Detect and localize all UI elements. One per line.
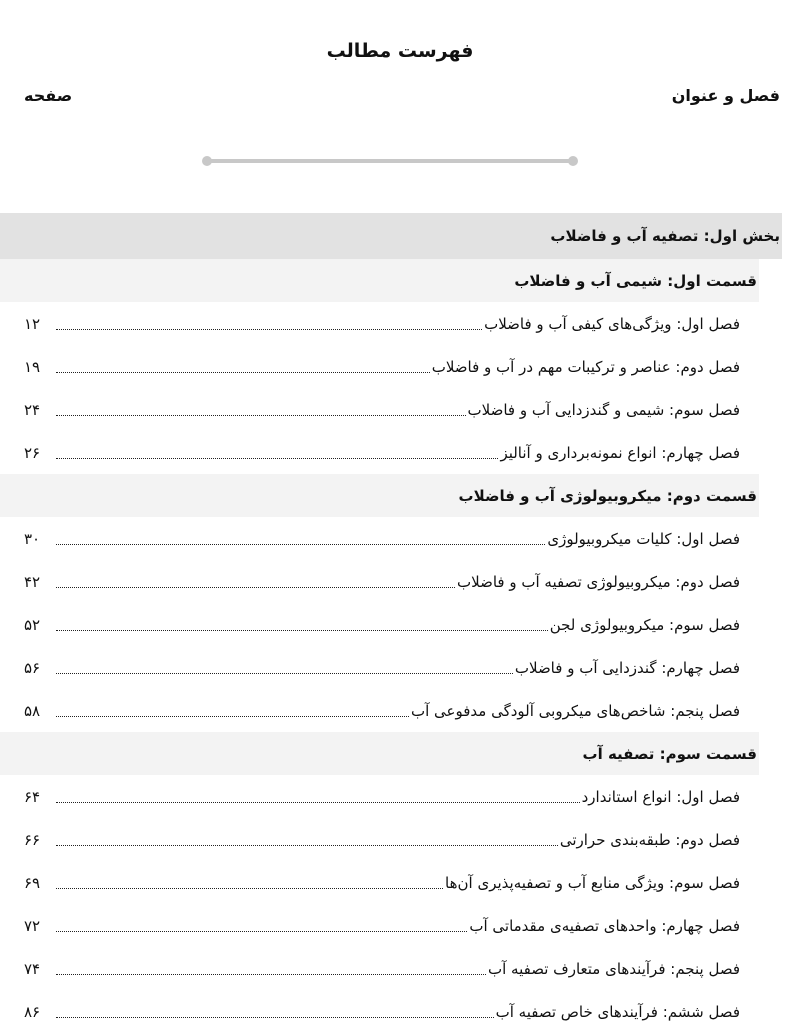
dot-leader xyxy=(56,845,558,846)
entry-title: فصل ششم: فرآیندهای خاص تصفیه آب xyxy=(495,1002,740,1021)
entry-title: فصل سوم: میکروبیولوژی لجن xyxy=(549,615,740,634)
toc-entry[interactable] xyxy=(0,603,800,646)
entry-title: فصل سوم: شیمی و گندزدایی آب و فاضلاب xyxy=(467,400,740,419)
dot-leader xyxy=(56,630,548,631)
entry-title: فصل اول: کلیات میکروبیولوژی xyxy=(547,529,740,548)
section-heading: قسمت اول: شیمی آب و فاضلاب xyxy=(0,259,759,302)
header-page: صفحه xyxy=(24,86,73,105)
section-heading: قسمت دوم: میکروبیولوژی آب و فاضلاب xyxy=(0,474,759,517)
dot-leader xyxy=(56,587,455,588)
entry-title: فصل پنجم: فرآیندهای متعارف تصفیه آب xyxy=(488,959,740,978)
dot-leader xyxy=(56,802,580,803)
entry-page: ۸۶ xyxy=(24,1002,41,1021)
table-of-contents xyxy=(0,213,800,1033)
toc-entry[interactable] xyxy=(0,947,800,990)
toc-entry[interactable] xyxy=(0,517,800,560)
header-chapter-title: فصل و عنوان xyxy=(671,86,780,105)
dot-leader xyxy=(56,544,545,545)
entry-title: فصل سوم: ویژگی منابع آب و تصفیه‌پذیری آن‌ها xyxy=(445,873,740,892)
toc-entry[interactable] xyxy=(0,904,800,947)
entry-page: ۵۲ xyxy=(24,615,41,634)
entry-title: فصل اول: انواع استاندارد xyxy=(581,787,740,806)
entry-page: ۱۲ xyxy=(24,314,41,333)
entry-title: فصل دوم: طبقه‌بندی حرارتی xyxy=(559,830,740,849)
entry-page: ۷۴ xyxy=(24,959,41,978)
entry-title: فصل چهارم: واحدهای تصفیه‌ی مقدماتی آب xyxy=(469,916,740,935)
toc-entry[interactable] xyxy=(0,302,800,345)
page-title: فهرست مطالب xyxy=(326,40,474,62)
entry-title: فصل اول: ویژگی‌های کیفی آب و فاضلاب xyxy=(484,314,740,333)
part-heading: بخش اول: تصفیه آب و فاضلاب xyxy=(0,213,782,259)
toc-entry[interactable] xyxy=(0,818,800,861)
entry-title: فصل دوم: میکروبیولوژی تصفیه آب و فاضلاب xyxy=(457,572,740,591)
entry-page: ۲۶ xyxy=(24,443,41,462)
entry-page: ۱۹ xyxy=(24,357,41,376)
toc-entry[interactable] xyxy=(0,861,800,904)
entry-title: فصل چهارم: انواع نمونه‌برداری و آنالیز xyxy=(500,443,740,462)
dot-leader xyxy=(56,888,443,889)
divider xyxy=(207,159,573,163)
entry-page: ۶۹ xyxy=(24,873,41,892)
entry-page: ۶۶ xyxy=(24,830,41,849)
toc-entry[interactable] xyxy=(0,775,800,818)
entry-page: ۲۴ xyxy=(24,400,41,419)
toc-entry[interactable] xyxy=(0,388,800,431)
entry-page: ۳۰ xyxy=(24,529,41,548)
toc-entry[interactable] xyxy=(0,431,800,474)
entry-title: فصل چهارم: گندزدایی آب و فاضلاب xyxy=(514,658,740,677)
entry-page: ۵۶ xyxy=(24,658,41,677)
toc-entry[interactable] xyxy=(0,646,800,689)
toc-entry[interactable] xyxy=(0,345,800,388)
entry-page: ۶۴ xyxy=(24,787,41,806)
entry-page: ۵۸ xyxy=(24,701,41,720)
dot-leader xyxy=(56,415,466,416)
dot-leader xyxy=(56,716,409,717)
dot-leader xyxy=(56,673,513,674)
entry-title: فصل دوم: عناصر و ترکیبات مهم در آب و فاضلاب xyxy=(431,357,740,376)
dot-leader xyxy=(56,458,498,459)
dot-leader xyxy=(56,974,486,975)
toc-entry[interactable] xyxy=(0,689,800,732)
dot-leader xyxy=(56,931,467,932)
section-heading: قسمت سوم: تصفیه آب xyxy=(0,732,759,775)
dot-leader xyxy=(56,372,430,373)
entry-title: فصل پنجم: شاخص‌های میکروبی آلودگی مدفوعی آب xyxy=(411,701,740,720)
entry-page: ۷۲ xyxy=(24,916,41,935)
entry-page: ۴۲ xyxy=(24,572,41,591)
dot-leader xyxy=(56,329,482,330)
toc-entry[interactable] xyxy=(0,560,800,603)
dot-leader xyxy=(56,1017,494,1018)
toc-entry[interactable] xyxy=(0,990,800,1033)
